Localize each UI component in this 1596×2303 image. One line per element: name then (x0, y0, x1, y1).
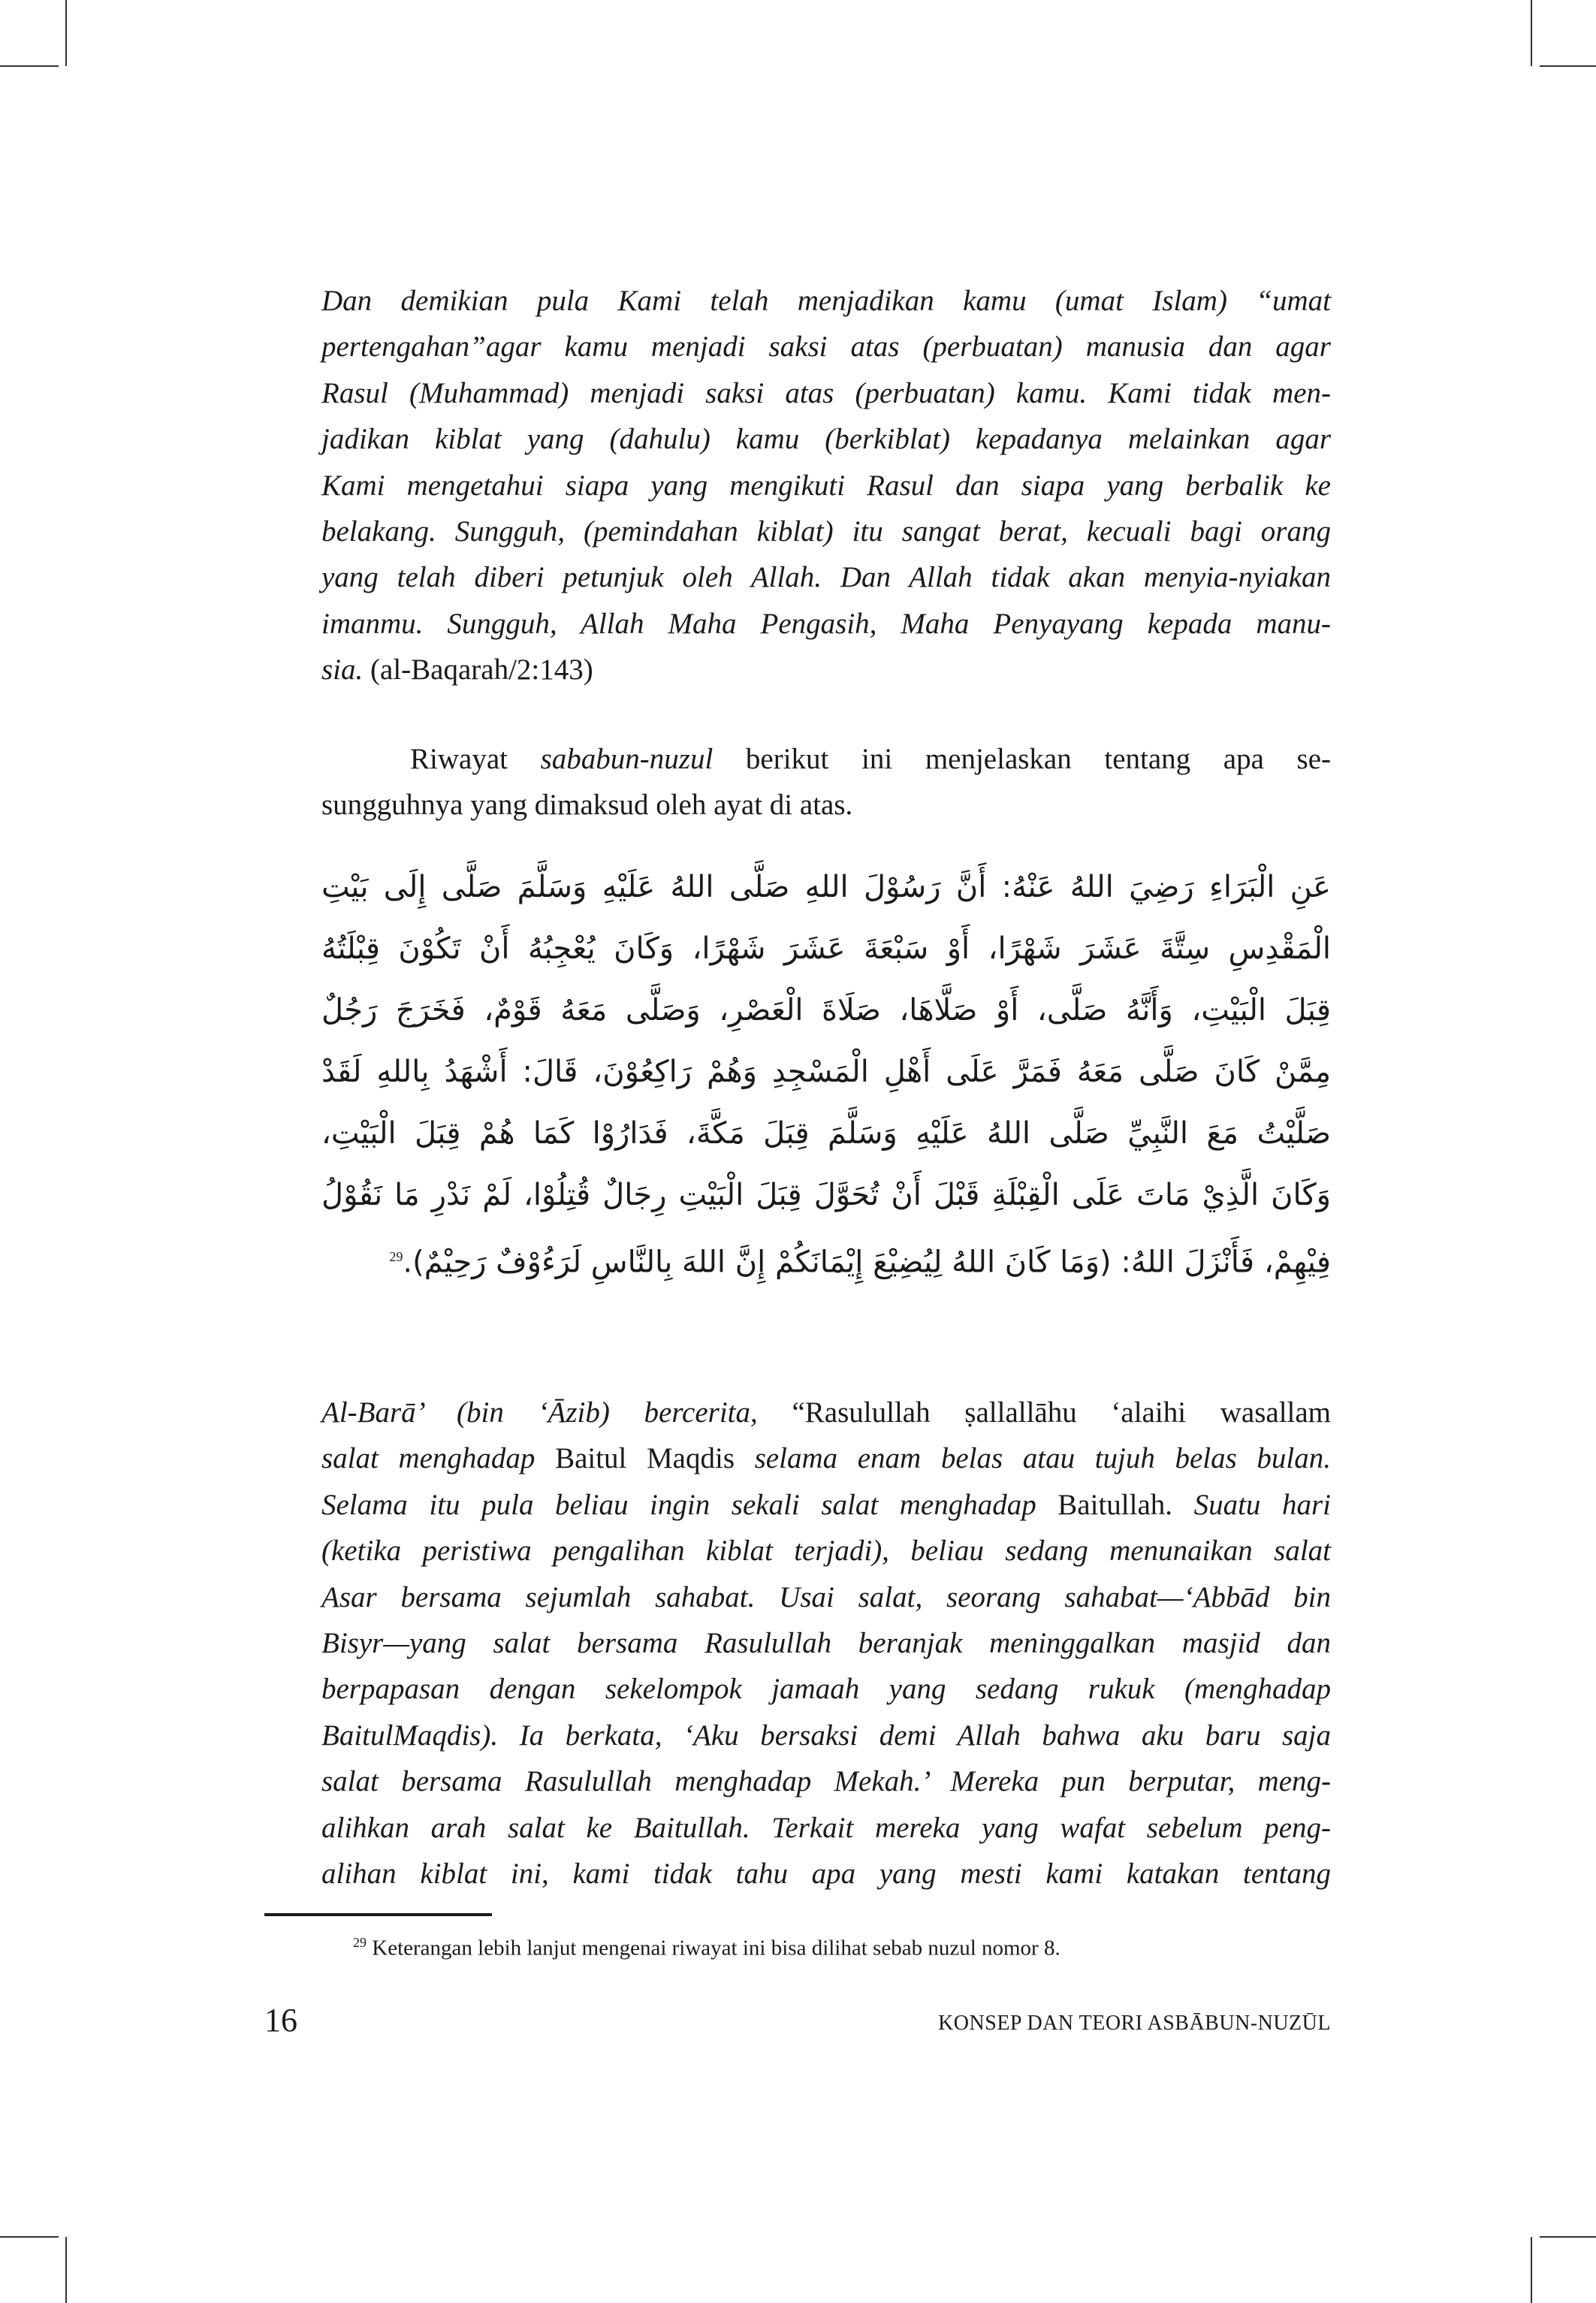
crop-mark (0, 65, 59, 67)
arabic-text: مِمَّنْ كَانَ صَلَّى مَعَهُ فَمَرَّ عَلَى أَهْلِ الْمَسْجِدِ وَهُمْ رَاكِعُوْنَ، قَالَ: أَشْهَدُ بِاللهِ لَقَدْ (321, 1055, 1331, 1089)
running-title: KONSEP DAN TEORI ASBĀBUN-NUZŪL (938, 2012, 1331, 2035)
text-segment: selama enam belas atau tujuh belas bulan. (735, 1442, 1332, 1475)
page-number: 16 (264, 2002, 297, 2039)
text-segment: sungguhnya yang dimaksud oleh ayat di atas. (321, 789, 853, 822)
intro-paragraph (321, 736, 1331, 829)
crop-mark (65, 0, 67, 66)
text-segment: salat menghadap (321, 1442, 556, 1475)
text-line (321, 1390, 1331, 1435)
text-line (321, 509, 1331, 554)
text-segment: Dan demikian pula Kami telah menjadikan kamu (umat Islam) “umat (321, 285, 1331, 317)
text-segment: alihkan arah salat ke Baitullah. Terkait mereka yang wafat sebelum peng- (321, 1811, 1331, 1844)
text-segment: BaitulMaqdis). Ia berkata, ‘Aku bersaksi demi Allah bahwa aku baru saja (321, 1719, 1331, 1752)
text-line (321, 647, 1331, 693)
text-line (321, 554, 1331, 600)
text-line (321, 1713, 1331, 1758)
text-segment: Al-Barā’ (bin ‘Āzib) bercerita, (321, 1396, 792, 1429)
arabic-line (321, 979, 1331, 1041)
text-segment: “Rasulullah ṣallallāhu ‘alaihi wasallam (792, 1396, 1332, 1429)
crop-mark (1531, 2237, 1532, 2303)
arabic-text: صَلَّيْتُ مَعَ النَّبِيِّ صَلَّى اللهُ عَلَيْهِ وَسَلَّمَ قِبَلَ مَكَّةَ، فَدَارُوْا كَمَا هُمْ قِبَلَ الْبَيْتِ، (321, 1116, 1331, 1151)
text-segment: Selama itu pula beliau ingin sekali salat menghadap (321, 1488, 1058, 1521)
text-segment: salat bersama Rasulullah menghadap Mekah.’ Mereka pun berputar, meng- (321, 1765, 1331, 1798)
text-segment: yang telah diberi petunjuk oleh Allah. Dan Allah tidak akan menyia-nyiakan (321, 561, 1331, 594)
text-line (321, 416, 1331, 462)
text-segment: (ketika peristiwa pengalihan kiblat terjadi), beliau sedang menunaikan salat (321, 1535, 1331, 1568)
text-segment: berpapasan dengan sekelompok jamaah yang sedang rukuk (menghadap (321, 1673, 1331, 1706)
text-line (321, 370, 1331, 416)
text-line (321, 782, 1331, 828)
text-segment: Baitullah. (1057, 1488, 1173, 1521)
arabic-text: فِيْهِمْ، فَأَنْزَلَ اللهُ: (وَمَا كَانَ اللهُ لِيُضِيْعَ إِيْمَانَكُمْ إِنَّ اللهَ بِالنَّاسِ لَرَءُوْفٌ رَحِيْمٌ). (403, 1245, 1331, 1280)
text-segment: Kami mengetahui siapa yang mengikuti Rasul dan siapa yang berbalik ke (321, 469, 1331, 502)
footnote-number: 29 (353, 1935, 367, 1950)
text-segment: Bisyr—yang salat bersama Rasulullah beranjak meninggalkan masjid dan (321, 1626, 1331, 1659)
arabic-line (321, 918, 1331, 979)
text-segment: imanmu. Sungguh, Allah Maha Pengasih, Maha Penyayang kepada manu- (321, 607, 1331, 640)
hadith-translation (321, 1390, 1331, 1897)
text-line (321, 1666, 1331, 1712)
arabic-text: الْمَقْدِسِ سِتَّةَ عَشَرَ شَهْرًا، أَوْ سَبْعَةَ عَشَرَ شَهْرًا، وَكَانَ يُعْجِبُهُ أَنْ تَكُوْنَ قِبْلَتُهُ (321, 931, 1331, 966)
text-line (321, 463, 1331, 509)
arabic-line (321, 1041, 1331, 1103)
text-line (321, 1851, 1331, 1897)
text-segment: (al-Baqarah/2:143) (370, 653, 593, 687)
footnote-reference[interactable]: 29 (389, 1249, 403, 1264)
arabic-line (321, 1103, 1331, 1164)
crop-mark (65, 2237, 67, 2303)
arabic-text: عَنِ الْبَرَاءِ رَضِيَ اللهُ عَنْهُ: أَنَّ رَسُوْلَ اللهِ صَلَّى اللهُ عَلَيْهِ وَسَلَّمَ صَلَّى إِلَى بَيْتِ (321, 870, 1331, 904)
text-segment: Baitul Maqdis (555, 1442, 735, 1475)
arabic-line (321, 856, 1331, 918)
text-segment: pertengahan”agar kamu menjadi saksi atas (perbuatan) manusia dan agar (321, 331, 1331, 364)
text-segment: Suatu hari (1172, 1488, 1331, 1521)
crop-mark (0, 2236, 59, 2238)
text-segment: belakang. Sungguh, (pemindahan kiblat) itu sangat berat, kecuali bagi orang (321, 515, 1331, 548)
text-segment: berikut ini menjelaskan tentang apa se- (713, 743, 1332, 775)
footnote-rule (264, 1913, 492, 1916)
crop-mark (1531, 0, 1532, 66)
text-segment: Rasul (Muhammad) menjadi saksi atas (perbuatan) kamu. Kami tidak men- (321, 376, 1331, 409)
arabic-line (321, 1164, 1331, 1226)
text-line (321, 1574, 1331, 1620)
arabic-hadith (321, 856, 1331, 1287)
text-segment: jadikan kiblat yang (dahulu) kamu (berkiblat) kepadanya melainkan agar (321, 423, 1331, 456)
text-line (321, 1435, 1331, 1481)
text-line (321, 1758, 1331, 1804)
text-segment: Riwayat (410, 743, 541, 775)
text-line (321, 1620, 1331, 1666)
text-line (321, 601, 1331, 647)
text-line (321, 278, 1331, 324)
footnote-text: Keterangan lebih lanjut mengenai riwayat ini bisa dilihat sebab nuzul nomor 8. (372, 1936, 1060, 1960)
text-line (321, 1528, 1331, 1574)
text-segment: sababun-nuzul (540, 743, 714, 775)
text-segment: alihan kiblat ini, kami tidak tahu apa yang mesti kami katakan tentang (321, 1857, 1331, 1890)
text-line (321, 324, 1331, 370)
text-segment: sia. (321, 653, 371, 687)
arabic-text: قِبَلَ الْبَيْتِ، وَأَنَّهُ صَلَّى، أَوْ صَلَّاهَا، صَلَاةَ الْعَصْرِ، وَصَلَّى مَعَهُ قَوْمٌ، فَخَرَجَ رَجُلٌ (321, 993, 1331, 1028)
crop-mark (1540, 65, 1596, 67)
text-line (321, 1805, 1331, 1851)
arabic-text: وَكَانَ الَّذِيْ مَاتَ عَلَى الْقِبْلَةِ قَبْلَ أَنْ تُحَوَّلَ قِبَلَ الْبَيْتِ رِجَالٌ قُتِلُوْا، لَمْ نَدْرِ مَا نَقُوْلُ (321, 1178, 1331, 1212)
text-segment: Asar bersama sejumlah sahabat. Usai salat, seorang sahabat—‘Abbād bin (321, 1580, 1331, 1613)
text-line (321, 736, 1331, 782)
arabic-line (321, 1226, 1331, 1287)
verse-translation (321, 278, 1331, 693)
crop-mark (1540, 2236, 1596, 2238)
footnote (353, 1927, 1060, 1963)
text-line (321, 1482, 1331, 1528)
